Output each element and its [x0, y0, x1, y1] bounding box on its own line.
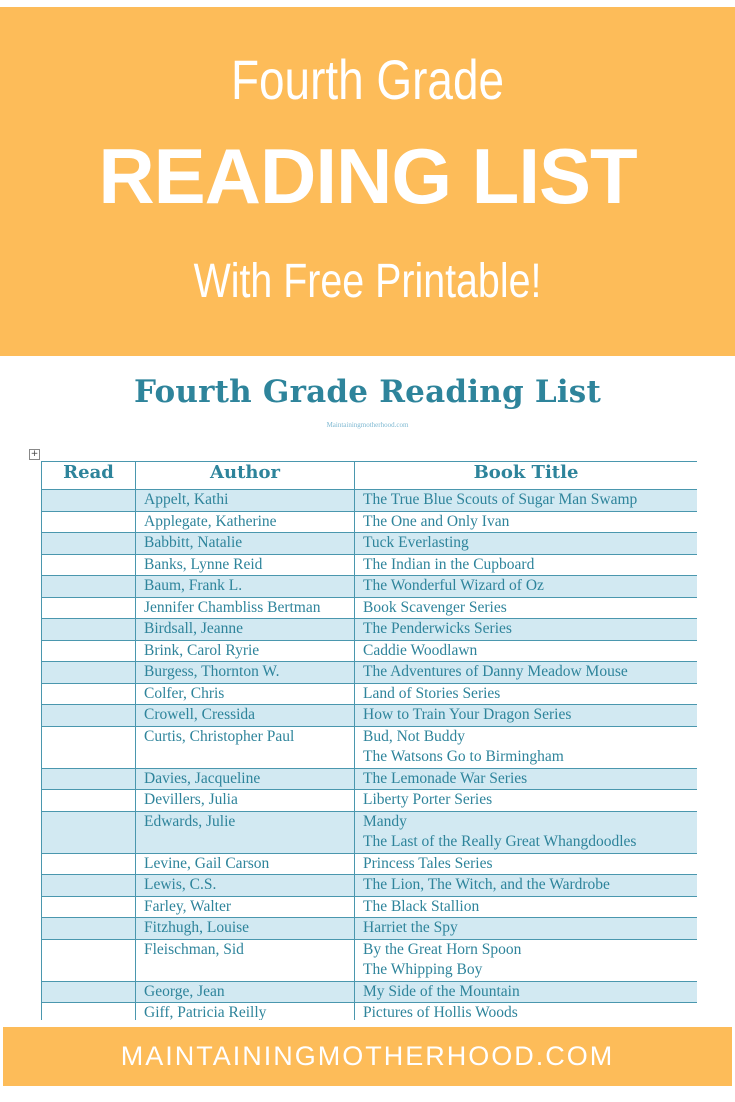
table-row [42, 554, 698, 576]
author-cell: Curtis, Christopher Paul [136, 726, 355, 768]
read-checkbox-cell[interactable] [42, 875, 136, 897]
banner-subtitle: With Free Printable! [193, 255, 542, 308]
book-title: The True Blue Scouts of Sugar Man Swamp [363, 491, 638, 508]
author-cell: Giff, Patricia Reilly [136, 1003, 355, 1021]
reading-list-table [41, 461, 697, 1020]
book-title-cell [355, 981, 698, 1003]
book-title-cell [355, 490, 698, 512]
book-title-cell [355, 811, 698, 853]
read-checkbox-cell[interactable] [42, 576, 136, 598]
read-checkbox-cell[interactable] [42, 683, 136, 705]
book-title-cell [355, 511, 698, 533]
read-checkbox-cell[interactable] [42, 811, 136, 853]
book-title-cell [355, 533, 698, 555]
book-title-cell [355, 554, 698, 576]
table-row [42, 490, 698, 512]
table-row [42, 853, 698, 875]
table-row [42, 619, 698, 641]
table-row [42, 811, 698, 853]
book-title: How to Train Your Dragon Series [363, 706, 572, 723]
author-cell: Appelt, Kathi [136, 490, 355, 512]
book-title: The Black Stallion [363, 897, 480, 915]
book-title: Princess Tales Series [363, 854, 493, 872]
table-row [42, 875, 698, 897]
book-title: The Last of the Really Great Whangdoodles [363, 833, 637, 850]
reading-list-table-container [41, 461, 697, 1020]
book-title: Liberty Porter Series [363, 791, 493, 808]
book-title-cell [355, 1003, 698, 1021]
author-cell: George, Jean [136, 981, 355, 1003]
book-title: The Watsons Go to Birmingham [363, 748, 564, 765]
table-row [42, 790, 698, 812]
table-row [42, 533, 698, 555]
document-title: Fourth Grade Reading List [134, 374, 601, 410]
read-checkbox-cell[interactable] [42, 705, 136, 727]
book-title: The Wonderful Wizard of Oz [363, 577, 544, 594]
header-author: Author [136, 462, 355, 490]
table-row [42, 896, 698, 918]
read-checkbox-cell[interactable] [42, 853, 136, 875]
book-title-cell [355, 768, 698, 790]
read-checkbox-cell[interactable] [42, 490, 136, 512]
book-title: The Lemonade War Series [363, 769, 528, 787]
table-row [42, 597, 698, 619]
book-title: Land of Stories Series [363, 684, 501, 702]
table-row [42, 576, 698, 598]
read-checkbox-cell[interactable] [42, 533, 136, 555]
author-cell: Burgess, Thornton W. [136, 662, 355, 684]
author-cell: Applegate, Katherine [136, 511, 355, 533]
book-title: The Whipping Boy [363, 961, 483, 978]
book-title: By the Great Horn Spoon [363, 940, 522, 958]
read-checkbox-cell[interactable] [42, 662, 136, 684]
read-checkbox-cell[interactable] [42, 918, 136, 940]
table-header-row [42, 462, 698, 490]
move-handle-icon[interactable]: + [30, 449, 39, 459]
book-title-cell [355, 597, 698, 619]
table-row [42, 511, 698, 533]
book-title-cell [355, 640, 698, 662]
book-title: The Indian in the Cupboard [363, 555, 535, 573]
book-title-cell [355, 896, 698, 918]
author-cell: Edwards, Julie [136, 811, 355, 853]
author-cell: Lewis, C.S. [136, 875, 355, 897]
author-cell: Babbitt, Natalie [136, 533, 355, 555]
author-cell: Devillers, Julia [136, 790, 355, 812]
footer-site-url: MAINTAININGMOTHERHOOD.COM [120, 1041, 615, 1071]
read-checkbox-cell[interactable] [42, 554, 136, 576]
header-read: Read [42, 462, 136, 490]
read-checkbox-cell[interactable] [42, 939, 136, 981]
book-title: The One and Only Ivan [363, 512, 510, 530]
table-row [42, 640, 698, 662]
author-cell: Banks, Lynne Reid [136, 554, 355, 576]
table-row [42, 683, 698, 705]
author-cell: Jennifer Chambliss Bertman [136, 597, 355, 619]
book-title-cell [355, 619, 698, 641]
book-title: Mandy [363, 812, 407, 830]
author-cell: Farley, Walter [136, 896, 355, 918]
read-checkbox-cell[interactable] [42, 511, 136, 533]
book-title: Caddie Woodlawn [363, 641, 478, 659]
book-title-cell [355, 875, 698, 897]
book-title-cell [355, 576, 698, 598]
book-title-cell [355, 939, 698, 981]
table-row [42, 939, 698, 981]
read-checkbox-cell[interactable] [42, 790, 136, 812]
book-title: Bud, Not Buddy [363, 727, 466, 745]
table-row [42, 768, 698, 790]
author-cell: Brink, Carol Ryrie [136, 640, 355, 662]
book-title-cell [355, 790, 698, 812]
book-title-cell [355, 918, 698, 940]
author-cell: Crowell, Cressida [136, 705, 355, 727]
table-row [42, 726, 698, 768]
author-cell: Fleischman, Sid [136, 939, 355, 981]
banner-title: READING LIST [98, 132, 637, 220]
book-title: Book Scavenger Series [363, 598, 507, 616]
footer-banner [3, 1027, 732, 1086]
table-row [42, 1003, 698, 1021]
book-title-cell [355, 853, 698, 875]
read-checkbox-cell[interactable] [42, 896, 136, 918]
banner-grade-line: Fourth Grade [230, 48, 505, 111]
table-row [42, 918, 698, 940]
header-banner [0, 7, 735, 356]
book-title: Pictures of Hollis Woods [363, 1004, 518, 1020]
document-site-label: Maintainingmotherhood.com [326, 421, 409, 429]
read-checkbox-cell[interactable] [42, 726, 136, 768]
book-title-cell [355, 705, 698, 727]
book-title-cell [355, 662, 698, 684]
book-title: Tuck Everlasting [363, 534, 469, 551]
book-title-cell [355, 726, 698, 768]
author-cell: Baum, Frank L. [136, 576, 355, 598]
table-row [42, 705, 698, 727]
book-title: My Side of the Mountain [363, 982, 520, 1000]
read-checkbox-cell[interactable] [42, 597, 136, 619]
author-cell: Colfer, Chris [136, 683, 355, 705]
header-book-title: Book Title [355, 462, 698, 490]
author-cell: Levine, Gail Carson [136, 853, 355, 875]
book-title: The Penderwicks Series [363, 620, 512, 637]
book-title: Harriet the Spy [363, 919, 458, 936]
book-title-cell [355, 683, 698, 705]
table-row [42, 981, 698, 1003]
read-checkbox-cell[interactable] [42, 640, 136, 662]
author-cell: Fitzhugh, Louise [136, 918, 355, 940]
read-checkbox-cell[interactable] [42, 768, 136, 790]
author-cell: Birdsall, Jeanne [136, 619, 355, 641]
author-cell: Davies, Jacqueline [136, 768, 355, 790]
read-checkbox-cell[interactable] [42, 981, 136, 1003]
read-checkbox-cell[interactable] [42, 1003, 136, 1021]
book-title: The Adventures of Danny Meadow Mouse [363, 663, 628, 680]
read-checkbox-cell[interactable] [42, 619, 136, 641]
book-title: The Lion, The Witch, and the Wardrobe [363, 876, 610, 893]
table-row [42, 662, 698, 684]
